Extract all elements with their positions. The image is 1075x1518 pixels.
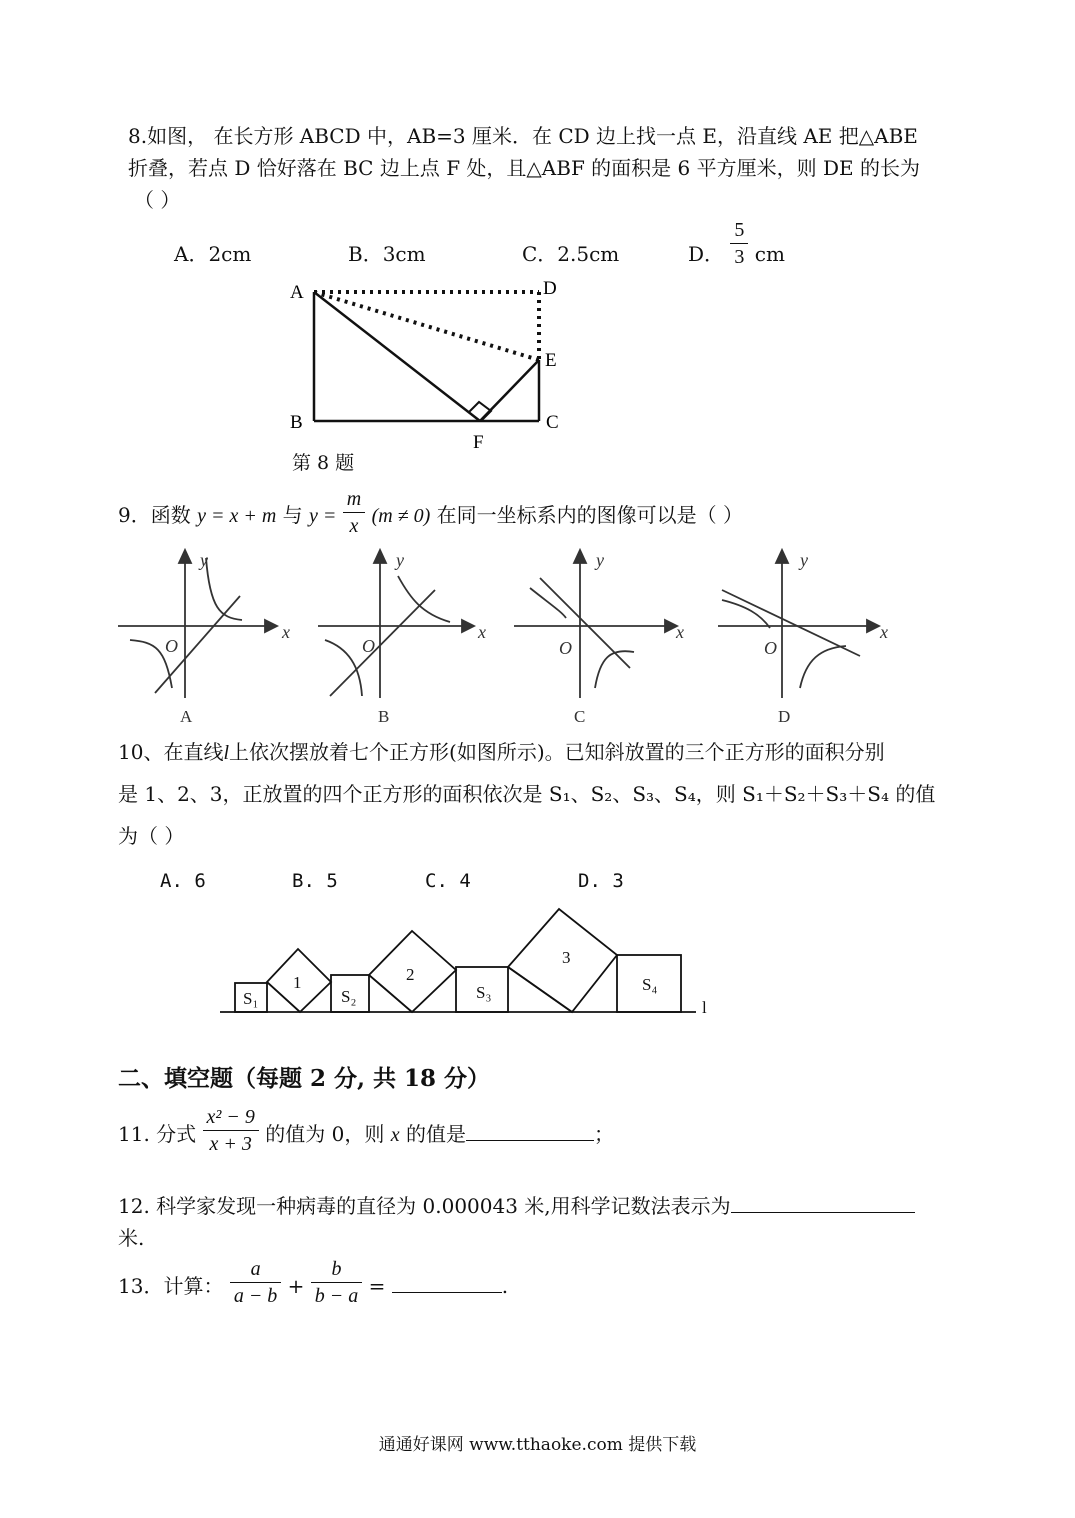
- q11-suffix: 的值是: [405, 1122, 466, 1146]
- q9-graph-c: [514, 550, 677, 698]
- q8-option-d-den: 3: [734, 246, 745, 268]
- q13-line: [118, 1258, 958, 1309]
- q9-graph-b-origin: O: [362, 636, 375, 656]
- q8-option-d-unit: cm: [754, 242, 785, 266]
- q10-line1: [118, 740, 958, 765]
- q10-label-s3: S₃: [476, 983, 492, 1002]
- q9-condition: (m ≠ 0): [371, 505, 431, 527]
- q8-segment-af: [314, 292, 480, 421]
- q12-line1-text: 12. 科学家发现一种病毒的直径为 0.000043 米,用科学记数法表示为: [118, 1194, 731, 1218]
- q8-option-d-num: 5: [730, 217, 748, 244]
- q9-graph-a-label: A: [180, 707, 193, 726]
- q12-line1: [118, 1194, 958, 1218]
- q9-graph-d-x: x: [880, 622, 888, 642]
- q8-option-d-label: D．: [688, 242, 725, 266]
- q9-graph-a-origin: O: [165, 636, 178, 656]
- q8-option-d-fraction: [730, 217, 748, 270]
- q8-figure: [280, 272, 580, 452]
- q10-option-b: B. 5: [292, 870, 338, 892]
- q9-expr1: y = x + m: [197, 505, 277, 527]
- page-footer: 通通好课网 www.tthaoke.com 提供下载: [378, 1435, 697, 1455]
- q8-option-b: B．3cm: [348, 242, 426, 266]
- q9-graph-b-y: y: [396, 550, 404, 570]
- q11-var: x: [390, 1124, 400, 1146]
- q11-answer-blank[interactable]: [466, 1120, 594, 1141]
- q9-graph-c-y: y: [596, 550, 604, 570]
- q9-graph-b-x: x: [478, 622, 486, 642]
- q11-mid: 的值为 0，则: [265, 1122, 385, 1146]
- q8-label-b: B: [290, 412, 303, 433]
- q13-fraction1-den: a − b: [233, 1285, 278, 1307]
- q9-graph-c-label: C: [574, 707, 586, 726]
- q10-label-1: 1: [293, 973, 302, 992]
- q10-label-l: l: [702, 998, 707, 1017]
- q10-line1-b: 上依次摆放着七个正方形(如图所示)。已知斜放置的三个正方形的面积分别: [229, 740, 885, 764]
- q10-label-s2: S₂: [341, 987, 357, 1006]
- q13-fraction2-den: b − a: [314, 1285, 359, 1307]
- q9-graph-a-x: x: [282, 622, 290, 642]
- q8-label-e: E: [545, 350, 557, 371]
- q9-graph-d-label: D: [778, 707, 791, 726]
- q9-graph-b: [318, 550, 474, 698]
- section-2-title: 二、填空题（每题 2 分, 共 18 分）: [118, 1065, 491, 1092]
- q8-label-d: D: [543, 278, 557, 299]
- q8-option-d: [688, 219, 785, 270]
- q9-mid: 与: [282, 503, 303, 527]
- q10-line3: 为（ ）: [118, 824, 185, 848]
- q8-caption: 第 8 题: [292, 452, 355, 474]
- q10-line1-a: 10、在直线: [118, 740, 224, 764]
- q12-answer-blank[interactable]: [731, 1194, 915, 1213]
- q11-fraction: [203, 1104, 259, 1157]
- q13-prefix: 13．计算：: [118, 1274, 224, 1298]
- q11-end: ；: [593, 1122, 614, 1146]
- q11-fraction-den: x + 3: [209, 1133, 252, 1155]
- q13-eq: =: [368, 1274, 386, 1298]
- q10-label-2: 2: [406, 965, 415, 984]
- q10-option-c: C. 4: [425, 870, 471, 892]
- q9-graph-b-label: B: [378, 707, 390, 726]
- q11-prefix: 11. 分式: [118, 1122, 197, 1146]
- q13-fraction2-num: b: [311, 1256, 363, 1283]
- q8-label-f: F: [473, 432, 484, 452]
- q10-line1-l: l: [223, 742, 230, 764]
- q10-label-s4: S₄: [642, 975, 658, 994]
- q9-expr2-lhs: y =: [309, 505, 337, 527]
- q10-option-a: A. 6: [160, 870, 206, 892]
- q8-label-c: C: [546, 412, 559, 433]
- q11-line: [118, 1106, 958, 1157]
- q8-option-c: C．2.5cm: [522, 242, 620, 266]
- q8-line2: 折叠，若点 D 恰好落在 BC 边上点 F 处，且△ABF 的面积是 6 平方厘米，则 DE 的长为: [128, 156, 920, 180]
- q8-line1: 8.如图， 在长方形 ABCD 中，AB=3 厘米．在 CD 边上找一点 E，沿直线 AE 把△ABE: [128, 124, 918, 148]
- q9-fraction-den: x: [349, 515, 359, 537]
- q9-graph-d-origin: O: [764, 638, 777, 658]
- q10-label-s1: S₁: [243, 989, 259, 1008]
- q9-fraction-num: m: [343, 486, 365, 513]
- q12-line2: 米.: [118, 1226, 145, 1250]
- q13-fraction2: [311, 1256, 363, 1309]
- q9-graph-d: [718, 550, 879, 698]
- q8-segment-ae: [314, 292, 539, 360]
- q9-graph-a: [118, 550, 277, 698]
- q9-suffix: 在同一坐标系内的图像可以是（ ）: [436, 503, 744, 527]
- q9-graph-c-origin: O: [559, 638, 572, 658]
- q13-end: .: [501, 1274, 509, 1298]
- q9-prefix: 9．函数: [118, 503, 191, 527]
- q9-graph-a-y: y: [200, 550, 208, 570]
- q13-fraction1: [230, 1256, 282, 1309]
- q9-graph-d-y: y: [800, 550, 808, 570]
- q9-graph-c-x: x: [676, 622, 684, 642]
- q13-plus: +: [287, 1274, 305, 1298]
- q10-option-d: D. 3: [578, 870, 624, 892]
- q9-line: [118, 488, 958, 539]
- q9-graphs: [110, 548, 910, 728]
- q8-label-a: A: [290, 282, 304, 303]
- q10-line2: 是 1、2、3，正放置的四个正方形的面积依次是 S₁、S₂、S₃、S₄，则 S₁＋S₂＋S₃＋S₄ 的值: [118, 782, 936, 806]
- q10-label-3: 3: [562, 948, 571, 967]
- q10-figure: [210, 900, 730, 1020]
- q11-fraction-num: x² − 9: [203, 1104, 259, 1131]
- q8-line3: （ ）: [134, 188, 181, 212]
- q8-option-a: A．2cm: [174, 242, 252, 266]
- q13-fraction1-num: a: [230, 1256, 282, 1283]
- q9-fraction: [343, 486, 365, 539]
- q13-answer-blank[interactable]: [392, 1274, 502, 1293]
